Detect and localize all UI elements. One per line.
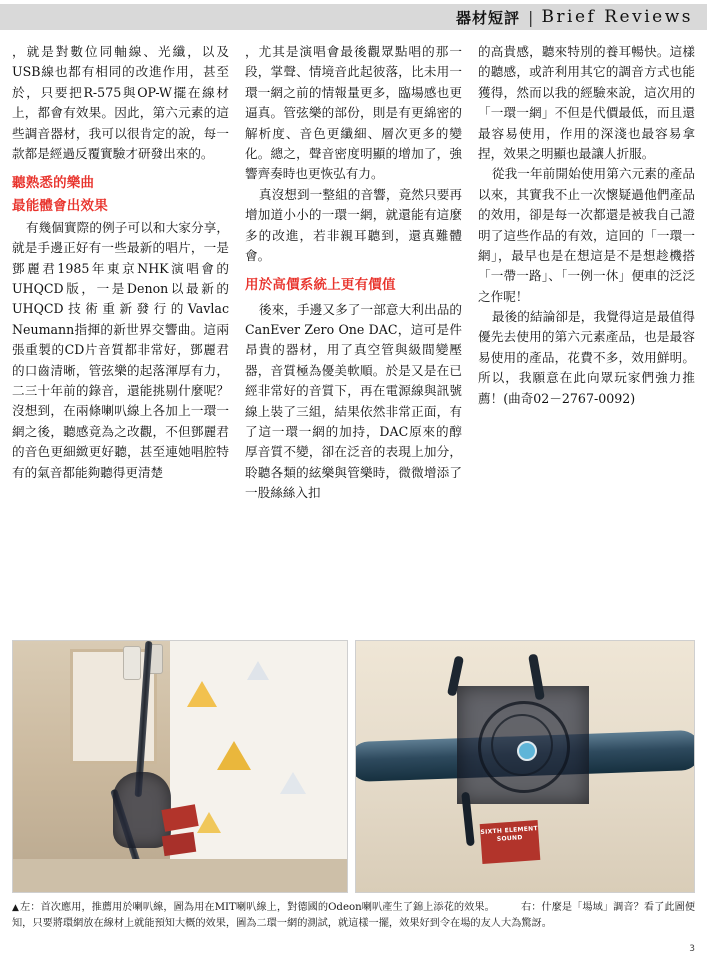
speaker-cable-with-mesh-photo: [12, 640, 348, 893]
header-english-title: Brief Reviews: [541, 7, 693, 27]
caption-line-2: 右：什麼是「場域」調音？看了此圖便知，只要將環網放在線材上就能預知大概的效果，圖為二環一網的測試，就這樣一擺，效果好到令在場的友人大為驚訝。: [12, 902, 696, 929]
photo-caption: [12, 900, 695, 931]
body-paragraph: 從我一年前開始使用第六元素的產品以來，其實我不止一次懷疑過他們產品的效用，卻是每一次都還是被我自己證明了這些作品的有效，這回的「一環一網」，最早也是在想這是不是想趁機搭「一帶一路」、「一例一休」便車的泛泛之作呢！: [478, 166, 695, 304]
column-2: [245, 42, 462, 632]
triangle-decor-icon: [197, 812, 221, 833]
pipe-with-mesh-ring-photo: [355, 640, 695, 893]
body-paragraph: 後來，手邊又多了一部意大利出品的CanEver Zero One DAC，這可是件昂貴的器材，用了真空管與級間變壓器，音質極為優美軟順。於是又是在已經非常好的音質下，再在電源線與訊號線上裝了三組，結果依然非常正面，有了這一環一網的加持，DAC原來的醇厚音質不變，卻在泛音的表現上加分，聆聽各類的絃樂與管樂時，微微增添了一股絲絲入扣: [245, 301, 462, 501]
triangle-decor-icon: [280, 772, 306, 794]
article-columns: [12, 42, 695, 632]
section-heading-1a: 聽熟悉的樂曲: [12, 175, 95, 192]
body-paragraph: 有幾個實際的例子可以和大家分享，就是手邊正好有一些最新的唱片，一是鄧麗君1985年東京NHK演唱會的UHQCD版，一是Denon以最新的UHQCD技術重新發行的Vavlac Neumann指揮的新世界交響曲。這兩張重製的CD片音質都非常好，鄧麗君的口齒清晰，管弦樂的起落渾厚有力，二三十年前的錄音，還能挑剔什麼呢？沒想到，在兩條喇叭線上各加上一環一網之後，聽感竟為之改觀，不但鄧麗君的音色更細緻更好聽，甚至連她唱腔特有的氣音都能夠聽得更清楚: [12, 219, 229, 480]
caption-line-1: 左：首次應用，推薦用於喇叭線，圖為用在MIT喇叭線上，對德國的Odeon喇叭產生了錦上添花的效果。: [19, 902, 495, 913]
header-chinese-title: 器材短評: [456, 8, 521, 27]
header-title-group: [456, 4, 693, 30]
body-paragraph: ，尤其是演唱會最後觀眾點唱的那一段，掌聲、情境音此起彼落，比未用一環一網之前的情報量更多，臨場感也更逼真。管弦樂的部份，則是有更綿密的解析度、音色更纖細、層次更多的變化。總之，聲音密度明顯的增加了，強響齊奏時也更恢弘有力。: [245, 44, 462, 182]
column-1: [12, 42, 229, 632]
red-product-tag: SIXTH ELEMENT SOUND: [480, 820, 541, 864]
triangle-decor-icon: [247, 661, 269, 680]
body-paragraph: 最後的結論卻是，我覺得這是最值得優先去使用的第六元素產品，也是最容易使用的產品，花費不多，效用鮮明。所以，我願意在此向眾玩家們強力推薦！(曲奇02－2767-0092): [478, 309, 695, 406]
cable-connector: [123, 646, 141, 680]
body-paragraph: 真沒想到一整組的音響，竟然只要再增加道小小的一環一網，就還能有這麼多的改進，若非親耳聽到，還真難體會。: [245, 186, 462, 263]
page-header: [0, 0, 707, 34]
body-paragraph: ，就是對數位同軸線、光纖，以及USB線也都有相同的改進作用，甚至於，只要把R-575與OP-W擺在線材上，都會有效果。因此，第六元素的這些調音器材，我可以很肯定的說，每一款都是經過反覆實驗才研發出來的。: [12, 44, 229, 161]
header-separator: |: [528, 7, 534, 27]
page-number: 3: [689, 944, 695, 954]
column-3: [478, 42, 695, 632]
section-heading-1b: 最能體會出效果: [12, 197, 108, 214]
section-heading-2: 用於高價系統上更有價值: [245, 277, 396, 294]
triangle-decor-icon: [187, 681, 217, 707]
round-badge-icon: [517, 741, 537, 761]
body-paragraph: 的高貴感，聽來特別的養耳暢快。這樣的聽感，或許利用其它的調音方式也能獲得，然而以我的經驗來說，這次用的「一環一網」不但是代價最低，而且還最容易使用，作用的深淺也最容易拿捏，效果之明顯也最讓人折服。: [478, 44, 695, 161]
triangle-decor-icon: [217, 741, 251, 770]
photo-row: [12, 640, 695, 893]
caption-triangle-icon: ▲: [12, 903, 19, 913]
floor: [13, 859, 347, 892]
